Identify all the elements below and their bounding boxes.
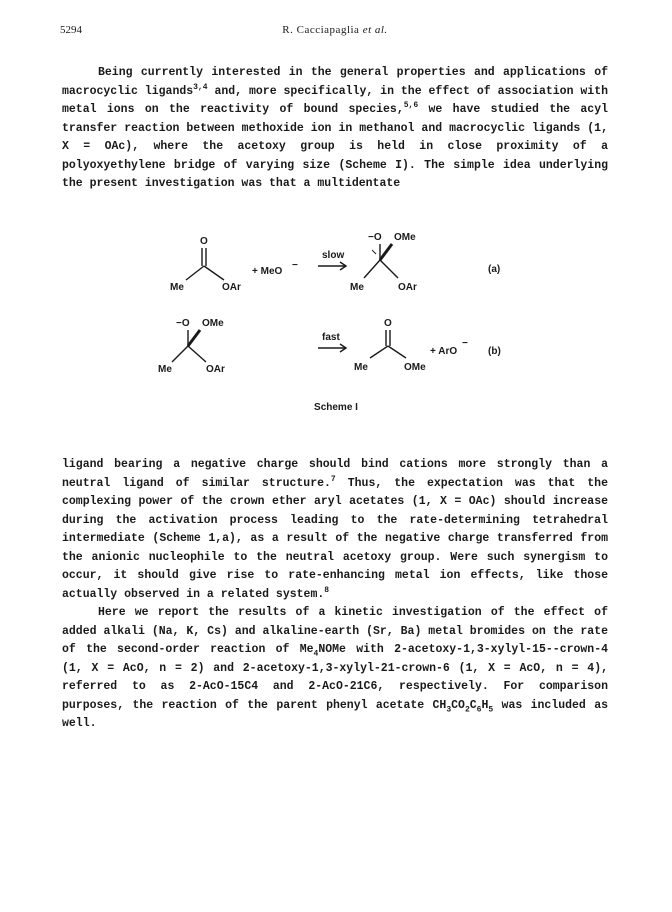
atom-ome: OMe <box>202 318 224 329</box>
scheme-figure <box>0 220 672 420</box>
citation-ref: 3,4 <box>193 82 208 92</box>
atom-neg-o: −O <box>368 232 382 243</box>
paragraph-introduction <box>62 64 608 194</box>
body-paragraph-1 <box>62 456 608 604</box>
reagent-methoxide: + MeO <box>252 266 283 277</box>
paragraph-body <box>62 456 608 734</box>
subscript: 6 <box>476 704 482 714</box>
running-head <box>60 24 610 36</box>
citation-ref: 7 <box>330 474 336 484</box>
bond <box>188 346 206 362</box>
body-text-4: NOMe with 2-acetoxy-1,3-xylyl-15--crown-4 (1, X = AcO, n = 2) and 2-acetoxy-1,3-xylyl-21-crown-6 (1, X = AcO, n = 4), referred to as 2-AcO-15C4 and 2-AcO-21C6, respectively. For comparison purposes, the reaction of the parent phenyl acetate CH <box>62 643 608 712</box>
atom-o: O <box>200 236 208 247</box>
intro-text-2: and, more specifically, in the effect of association with metal ions on the reactivity of bound species, <box>62 84 609 116</box>
running-head-etal: et al. <box>362 24 388 36</box>
running-head-author: R. Cacciapaglia <box>282 24 360 36</box>
subscript: 5 <box>488 704 494 714</box>
subscript: 2 <box>464 704 470 714</box>
subscript: 4 <box>313 649 319 659</box>
atom-me: Me <box>170 282 184 293</box>
atom-oar: OAr <box>206 364 225 375</box>
body-text-7: H <box>481 698 489 712</box>
atom-ome: OMe <box>404 362 426 373</box>
atom-me: Me <box>350 282 364 293</box>
reaction-scheme-diagram <box>0 220 672 420</box>
product-aryloxide: + ArO <box>430 346 458 357</box>
page-number: 5294 <box>60 24 82 36</box>
bond <box>380 260 398 278</box>
atom-me: Me <box>354 362 368 373</box>
arrow-label-fast: fast <box>322 332 340 343</box>
intro-paragraph <box>62 64 608 194</box>
atom-oar: OAr <box>398 282 417 293</box>
body-text-1: ligand bearing a negative charge should bind cations more strongly than a neutral ligand of similar structure. <box>62 458 608 490</box>
body-text-2: Thus, the expectation was that the complexing power of the crown ether aryl acetates (1, X = OAc) should increase during the activation process leading to the rate-determining tetrahedral intermediate (Scheme 1,a), as a result of the negative charge transferred from the anionic nucleophile to the neutral acetoxy group. Were such synergism to occur, it should give rise to rate-enhancing metal ion effects, like those actually observed in a related system. <box>62 476 608 601</box>
atom-ome: OMe <box>394 232 416 243</box>
intro-text-3: we have studied the acyl transfer reaction between methoxide ion in methanol and macrocyclic ligands (1, X = OAc), where the acetoxy group is held in close proximity of a polyoxyethylene bridge of varying size (Scheme I). The simple idea underlying the present investigation was that a multidentate <box>62 103 609 190</box>
atom-oar: OAr <box>222 282 241 293</box>
bond <box>204 266 224 280</box>
wedge-bond <box>188 330 200 346</box>
body-text-3: Here we report the results of a kinetic investigation of the effect of added alkali (Na, K, Cs) and alkaline-earth (Sr, Ba) metal bromides on the rate of the second-order reaction of Me <box>62 606 608 656</box>
bond <box>172 346 188 362</box>
wedge-bond <box>380 244 392 260</box>
atom-me: Me <box>158 364 172 375</box>
body-text-5: CO <box>451 698 465 712</box>
reaction-label-b: (b) <box>488 346 501 357</box>
bond <box>370 346 388 358</box>
charge-minus: − <box>462 338 468 349</box>
charge-minus: − <box>292 260 298 271</box>
bond <box>364 260 380 278</box>
citation-ref: 8 <box>324 585 330 595</box>
intro-text-1: Being currently interested in the general properties and applications of macrocyclic ligands <box>62 66 608 98</box>
arrow-label-slow: slow <box>322 250 345 261</box>
bond <box>388 346 406 358</box>
bond <box>186 266 204 280</box>
body-paragraph-2 <box>62 604 608 734</box>
hash <box>372 250 376 254</box>
reaction-label-a: (a) <box>488 264 501 275</box>
subscript: 3 <box>446 704 452 714</box>
citation-ref: 5,6 <box>403 101 419 111</box>
scheme-caption: Scheme I <box>314 402 358 413</box>
atom-o: O <box>384 318 392 329</box>
atom-neg-o: −O <box>176 318 190 329</box>
body-text-8: was included as well. <box>62 698 608 730</box>
body-text-6: C <box>469 698 477 712</box>
